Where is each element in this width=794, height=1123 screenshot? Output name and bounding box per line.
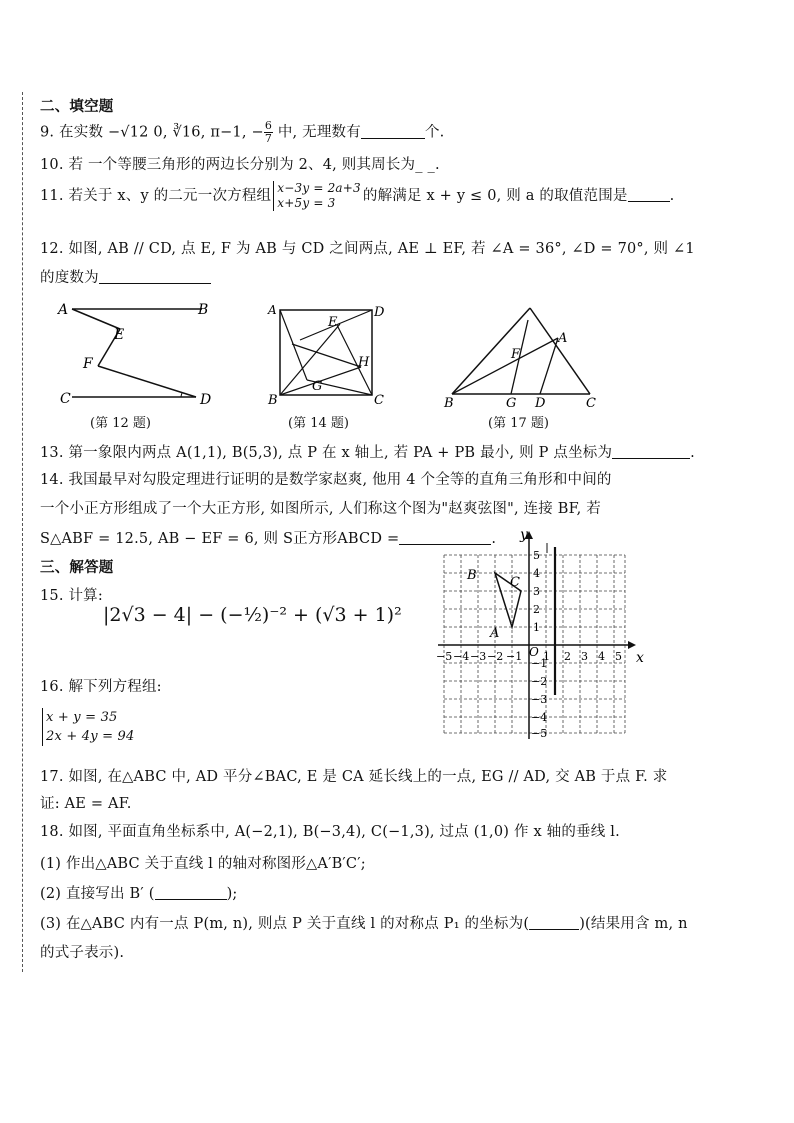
fig14-caption: (第 14 题) bbox=[288, 416, 349, 431]
grid-y-tick: −1 bbox=[531, 657, 548, 670]
grid-point-C: C bbox=[510, 575, 520, 590]
fig14-label-D: D bbox=[374, 305, 385, 320]
grid-y-tick: 4 bbox=[533, 567, 540, 580]
fig12-label-C: C bbox=[60, 391, 71, 407]
grid-y-tick: 3 bbox=[533, 585, 540, 598]
fig17-label-G: G bbox=[506, 396, 517, 410]
question-18-part3-cont: 的式子表示). bbox=[40, 945, 125, 961]
section-2-title: 二、填空题 bbox=[40, 98, 114, 115]
binding-margin-line bbox=[22, 92, 23, 972]
question-14-line3: S△ABF = 12.5, AB − EF = 6, 则 S正方形ABCD = . bbox=[40, 531, 497, 547]
question-10: 10. 若 一个等腰三角形的两边长分别为 2、4, 则其周长为_ _. bbox=[40, 157, 440, 173]
question-18-part3: (3) 在△ABC 内有一点 P(m, n), 则点 P 关于直线 l 的对称点 P₁ 的坐标为( )(结果用含 m, n bbox=[40, 916, 688, 932]
grid-y-tick: 5 bbox=[533, 549, 540, 562]
question-11: 11. 若关于 x、y 的二元一次方程组 x−3y = 2a+3 x+5y = 3 的解满足 x + y ≤ 0, 则 a 的取值范围是 . bbox=[40, 181, 675, 210]
question-17-line2: 证: AE = AF. bbox=[40, 796, 132, 812]
figure-14 bbox=[262, 298, 392, 408]
q18-part2-answer-blank[interactable] bbox=[155, 885, 227, 900]
q9-text-after: 中, 无理数有 bbox=[273, 124, 361, 141]
grid-x-tick: −1 bbox=[506, 650, 523, 663]
grid-x-tick: 4 bbox=[598, 650, 605, 663]
grid-y-tick: 1 bbox=[533, 621, 540, 634]
question-14-line2: 一个小正方形组成了一个大正方形, 如图所示, 人们称这个图为"赵爽弦图", 连接 BF, 若 bbox=[40, 501, 601, 517]
grid-y-label: y bbox=[520, 527, 528, 543]
grid-x-tick: −2 bbox=[487, 650, 504, 663]
q9-answer-blank[interactable] bbox=[361, 124, 425, 139]
fig17-label-B: B bbox=[444, 396, 454, 410]
grid-point-B: B bbox=[467, 568, 477, 583]
grid-y-tick: −3 bbox=[531, 693, 548, 706]
grid-x-tick: 3 bbox=[581, 650, 588, 663]
grid-x-tick: 5 bbox=[615, 650, 622, 663]
question-12-line1: 12. 如图, AB // CD, 点 E, F 为 AB 与 CD 之间两点, AE ⊥ EF, 若 ∠A = 36°, ∠D = 70°, 则 ∠1 bbox=[40, 241, 695, 257]
fig12-label-A: A bbox=[58, 302, 69, 318]
fig17-label-D: D bbox=[535, 396, 546, 410]
q15-expression: |2√3 − 4| − (−½)⁻² + (√3 + 1)² bbox=[103, 604, 402, 626]
question-9: 9. 在实数 −√12 0, ∛16, π−1, − $\frac{6}{7}$ 中, 无理数有 个. bbox=[40, 119, 445, 145]
grid-point-A: A bbox=[490, 626, 500, 641]
q12-answer-blank[interactable] bbox=[99, 269, 211, 284]
grid-y-tick: 2 bbox=[533, 603, 540, 616]
coordinate-grid-figure bbox=[430, 525, 650, 743]
fig14-label-C: C bbox=[374, 393, 384, 408]
grid-x-tick: 2 bbox=[564, 650, 571, 663]
fig12-label-B: B bbox=[198, 302, 209, 318]
question-17-line1: 17. 如图, 在△ABC 中, AD 平分∠BAC, E 是 CA 延长线上的一点, EG // AD, 交 AB 于点 F. 求 bbox=[40, 769, 668, 785]
question-16-title: 16. 解下列方程组: bbox=[40, 679, 162, 695]
q16-equation-system: x + y = 35 2x + 4y = 94 bbox=[40, 708, 136, 746]
grid-x-tick: −4 bbox=[453, 650, 470, 663]
question-18-line1: 18. 如图, 平面直角坐标系中, A(−2,1), B(−3,4), C(−1,3), 过点 (1,0) 作 x 轴的垂线 l. bbox=[40, 824, 620, 840]
grid-y-tick: −2 bbox=[531, 675, 548, 688]
fig14-label-E: E bbox=[328, 315, 338, 330]
question-15-title: 15. 计算: bbox=[40, 588, 103, 604]
grid-x-tick: 1 bbox=[543, 650, 550, 663]
fig17-label-C: C bbox=[586, 396, 596, 410]
fig12-label-D: D bbox=[200, 392, 212, 408]
q9-fraction: $\frac{6}{7}$ bbox=[264, 119, 273, 145]
question-18-part1: (1) 作出△ABC 关于直线 l 的轴对称图形△A′B′C′; bbox=[40, 856, 366, 872]
fig14-label-A: A bbox=[268, 303, 277, 317]
grid-y-tick: −4 bbox=[531, 711, 548, 724]
fig14-label-B: B bbox=[268, 393, 278, 408]
figure-12 bbox=[50, 296, 230, 411]
fig14-label-H: H bbox=[358, 355, 370, 370]
q11-answer-blank[interactable] bbox=[628, 187, 670, 202]
grid-x-tick: −5 bbox=[436, 650, 453, 663]
q18-part3-answer-blank[interactable] bbox=[529, 915, 579, 930]
q13-answer-blank[interactable] bbox=[612, 444, 690, 459]
question-12-line2: 的度数为 bbox=[40, 266, 211, 287]
section-3-title: 三、解答题 bbox=[40, 559, 114, 576]
question-13: 13. 第一象限内两点 A(1,1), B(5,3), 点 P 在 x 轴上, 若 PA + PB 最小, 则 P 点坐标为 . bbox=[40, 445, 695, 461]
fig17-label-F: F bbox=[511, 347, 521, 362]
question-14-line1: 14. 我国最早对勾股定理进行证明的是数学家赵爽, 他用 4 个全等的直角三角形和中间的 bbox=[40, 472, 612, 488]
q10-answer-blank[interactable]: _ _ bbox=[415, 157, 435, 173]
fig17-label-A: A bbox=[558, 331, 568, 346]
fig12-label-F: F bbox=[83, 356, 93, 372]
fig17-caption: (第 17 题) bbox=[488, 416, 549, 431]
grid-origin-label: O bbox=[529, 645, 539, 659]
grid-x-tick: −3 bbox=[470, 650, 487, 663]
grid-y-tick: −5 bbox=[531, 727, 548, 740]
question-18-part2: (2) 直接写出 B′ ( ); bbox=[40, 886, 238, 902]
figure-17 bbox=[440, 300, 615, 410]
fig12-label-E: E bbox=[114, 327, 125, 343]
q9-text: 9. 在实数 −√12 0, ∛16, π−1, − bbox=[40, 124, 264, 141]
grid-x-label: x bbox=[636, 650, 644, 666]
fig14-label-G: G bbox=[312, 379, 323, 394]
q11-equation-system: x−3y = 2a+3 x+5y = 3 bbox=[273, 181, 361, 211]
fig12-caption: (第 12 题) bbox=[90, 416, 151, 431]
